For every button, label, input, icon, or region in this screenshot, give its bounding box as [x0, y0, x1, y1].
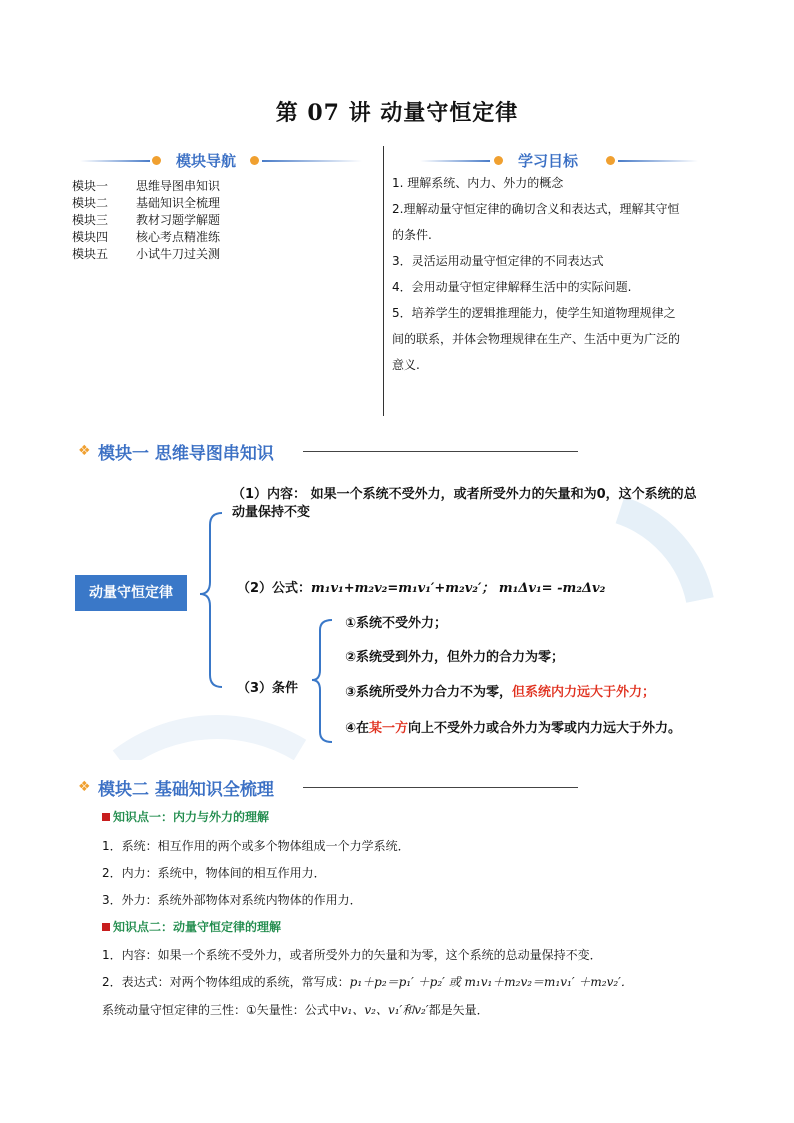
body-line: 2．内力：系统中，物体间的相互作用力． [102, 866, 326, 880]
body-line: 系统动量守恒定律的三性：①矢量性：公式中v₁、v₂、v₁′和v₂′都是矢量． [102, 1003, 489, 1017]
nav-item[interactable]: 模块一 思维导图串知识 [72, 179, 221, 193]
knowledge-point-title: 知识点一：内力与外力的理解 [102, 808, 269, 825]
condition-item: ①系统不受外力； [345, 616, 448, 631]
mindmap-conditions-label: （3）条件 [237, 681, 299, 696]
nav-item[interactable]: 模块三 教材习题学解题 [72, 213, 221, 227]
knowledge-point-title: 知识点二：动量守恒定律的理解 [102, 918, 281, 935]
bullet-dot-icon [606, 156, 615, 165]
module2-heading: ❖ 模块二 基础知识全梳理 [78, 775, 578, 799]
diamond-icon: ❖ [78, 779, 91, 795]
page-title: 第 07 讲 动量守恒定律 [275, 100, 519, 126]
red-square-icon [102, 923, 110, 931]
nav-item[interactable]: 模块二 基础知识全梳理 [72, 196, 221, 210]
diamond-icon: ❖ [78, 443, 91, 459]
nav-list [72, 178, 372, 263]
module1-heading: ❖ 模块一 思维导图串知识 [78, 439, 578, 463]
mindmap-content: （1）内容： 如果一个系统不受外力，或者所受外力的矢量和为0，这个系统的总 [232, 487, 697, 502]
body-line: 3．外力：系统外部物体对系统内物体的作用力． [102, 893, 362, 907]
condition-item: ④在某一方向上不受外力或合外力为零或内力远大于外力。 [345, 721, 682, 736]
bullet-dot-icon [152, 156, 161, 165]
condition-item: ③系统所受外力合力不为零，但系统内力远大于外力； [345, 685, 656, 700]
red-square-icon [102, 813, 110, 821]
mindmap-formula: （2）公式：m₁v₁+m₂v₂=m₁v₁′+m₂v₂′； m₁Δv₁= -m₂Δv₂ [237, 581, 606, 596]
nav-heading: 模块导航 [80, 150, 380, 172]
body-line: 1．系统：相互作用的两个或多个物体组成一个力学系统． [102, 839, 410, 853]
nav-item[interactable]: 模块四 核心考点精准练 [72, 230, 221, 244]
objectives-heading: 学习目标 [420, 150, 720, 172]
mindmap-content-cont: 动量保持不变 [232, 505, 311, 520]
nav-item[interactable]: 模块五 小试牛刀过关测 [72, 247, 221, 261]
column-divider [383, 146, 384, 416]
body-line: 1．内容：如果一个系统不受外力，或者所受外力的矢量和为零，这个系统的总动量保持不变． [102, 948, 602, 962]
bullet-dot-icon [494, 156, 503, 165]
bullet-dot-icon [250, 156, 259, 165]
objectives-list: 1. 理解系统、内力、外力的概念 2.理解动量守恒定律的确切含义和表达式，理解其守恒 的条件. 3．灵活运用动量守恒定律的不同表达式 4．会用动量守恒定律解释生活中的实际问题. 5．培养学生的逻辑推理能力，使学生知道物理规律之 间的联系，并体会物理规律在生产、生活中更为广泛的 意义. [392, 176, 681, 372]
condition-item: ②系统受到外力，但外力的合力为零； [345, 650, 565, 665]
body-line: 2．表达式：对两个物体组成的系统，常写成：p₁＋p₂＝p₁′ ＋p₂′ 或 m₁v₁＋m₂v₂＝m₁v₁′ ＋m₂v₂′． [102, 975, 633, 989]
mindmap-root: 动量守恒定律 [75, 575, 187, 611]
